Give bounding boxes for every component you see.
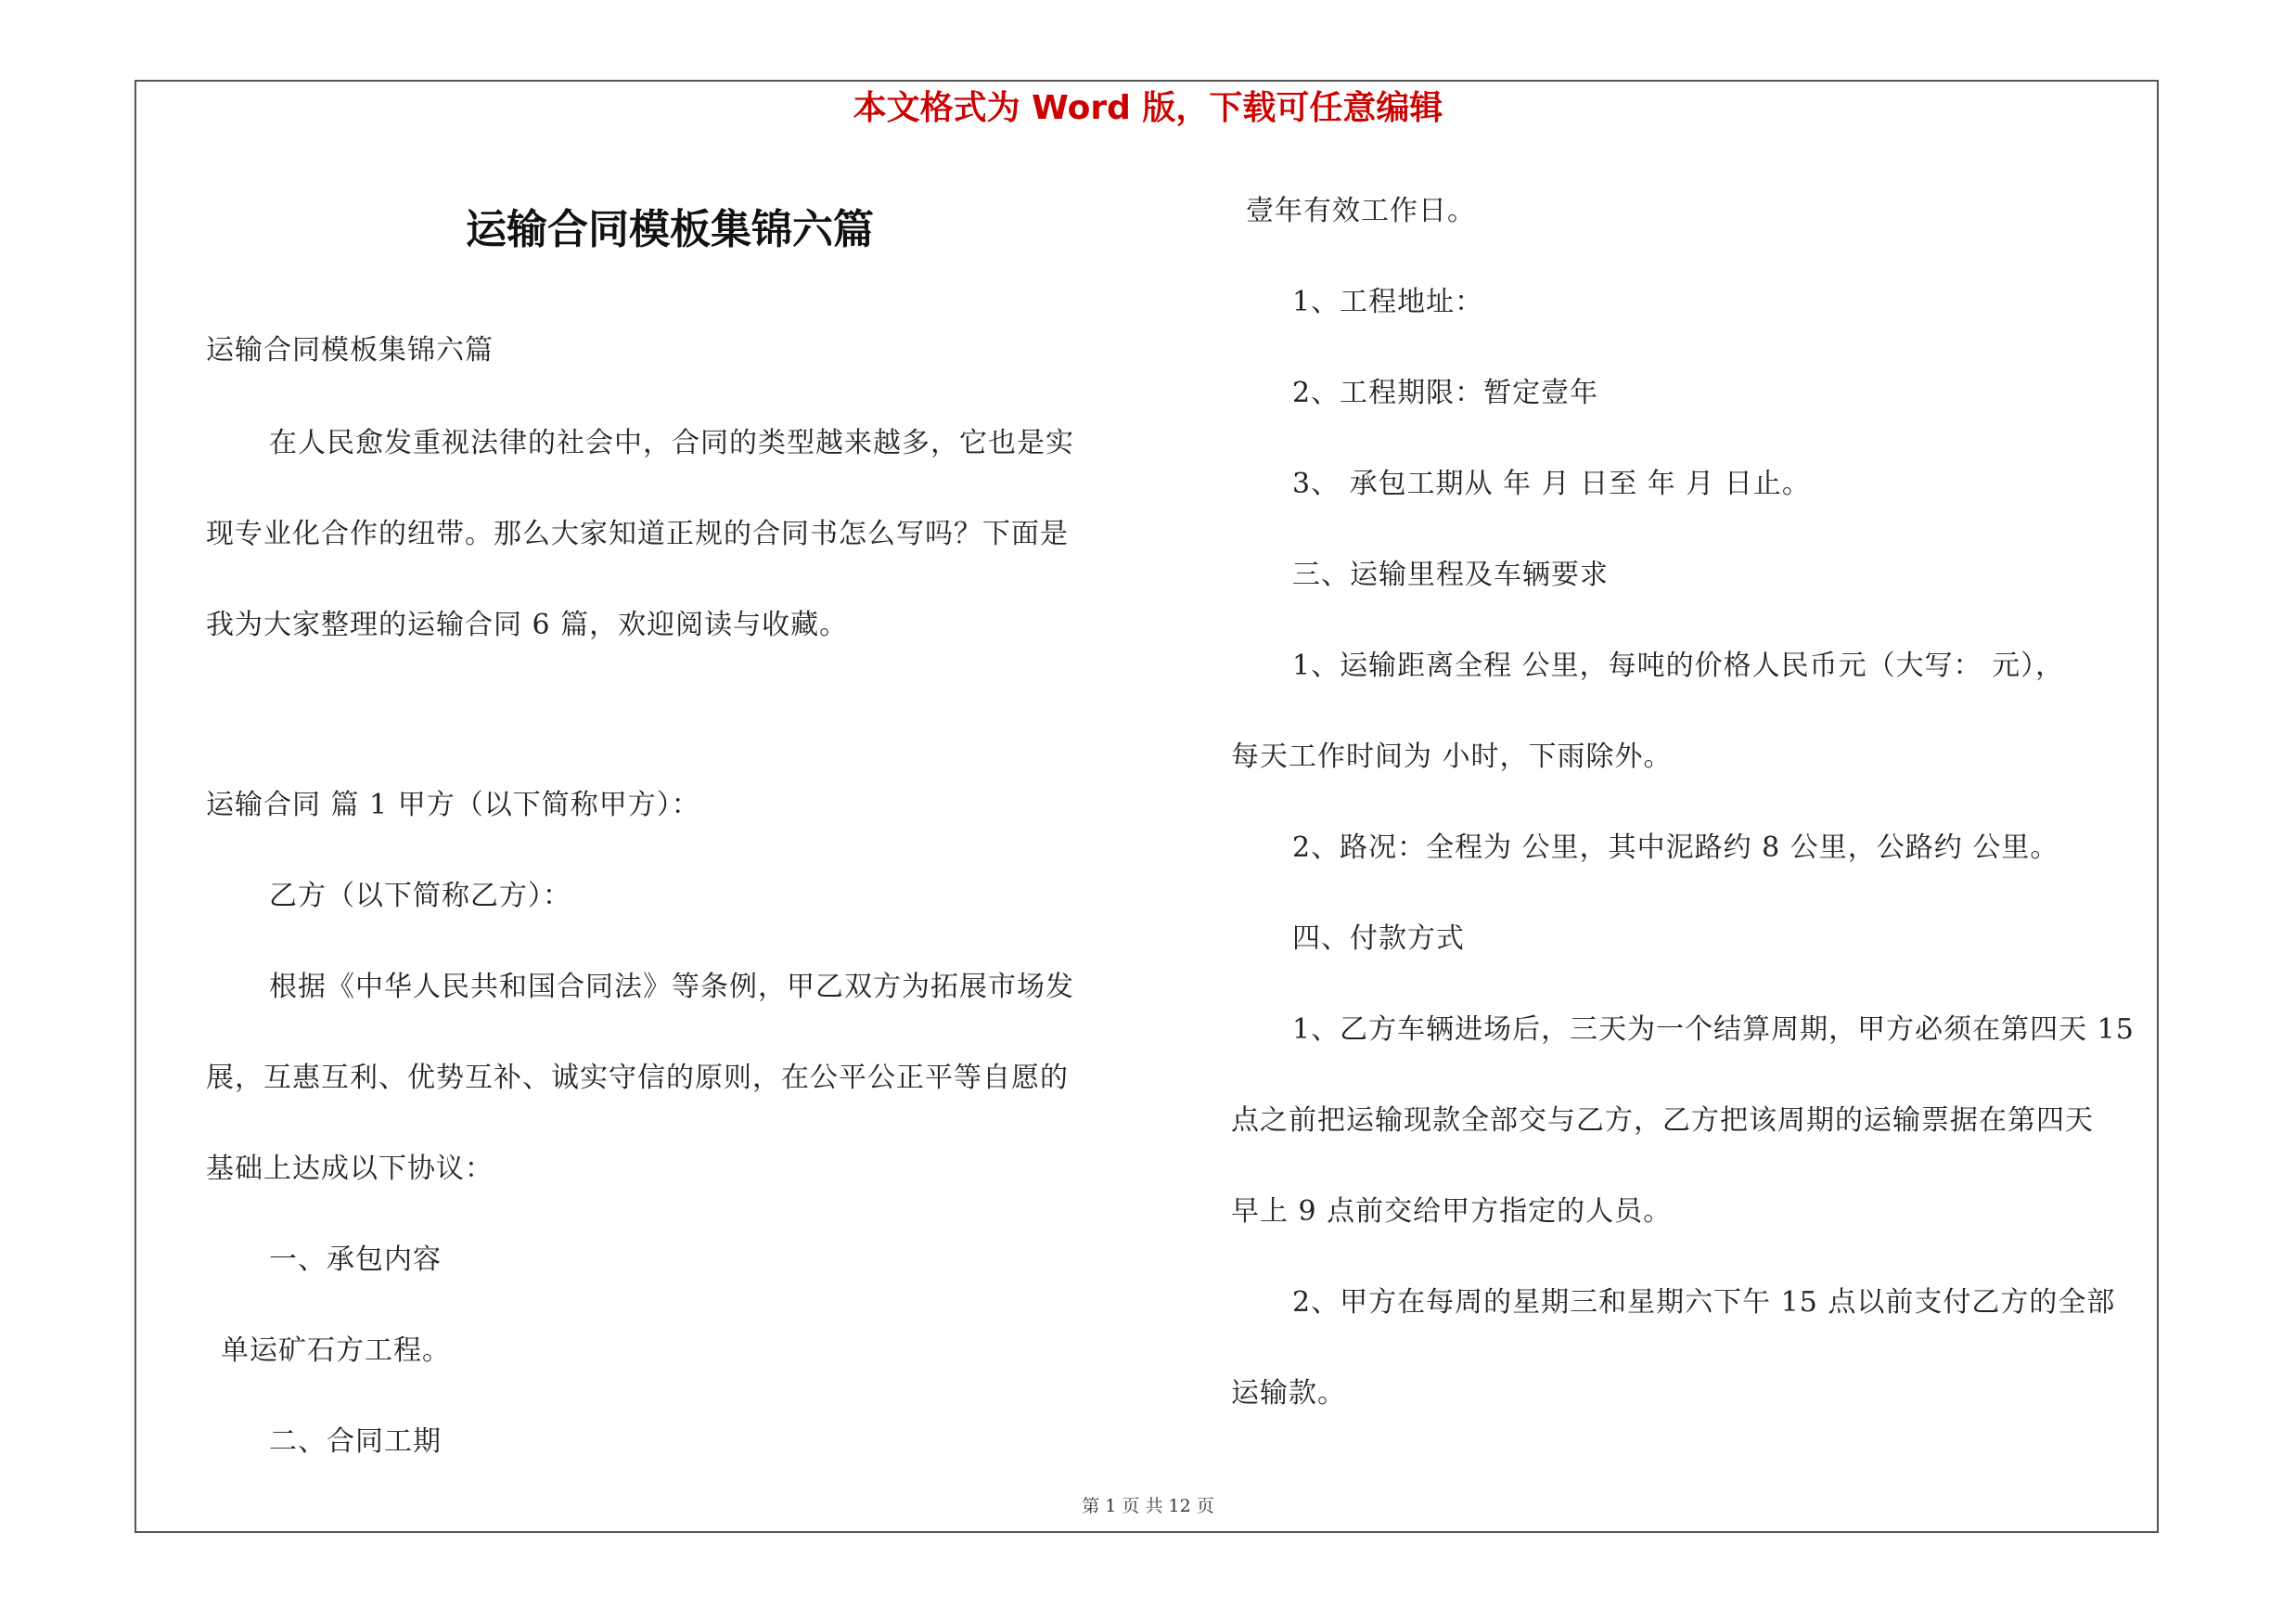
right-line-address: 1、工程地址： bbox=[1292, 286, 1484, 318]
right-line-payment-2: 点之前把运输现款全部交与乙方，乙方把该周期的运输票据在第四天 bbox=[1231, 1104, 2094, 1137]
left-line-basis-1: 根据《中华人民共和国合同法》等条例，甲乙双方为拓展市场发 bbox=[269, 971, 1074, 1003]
left-line-basis-2: 展，互惠互利、优势互补、诚实守信的原则，在公平公正平等自愿的 bbox=[206, 1062, 1069, 1094]
left-line-scope: 单运矿石方工程。 bbox=[221, 1334, 451, 1367]
right-line-workdays: 壹年有效工作日。 bbox=[1246, 195, 1476, 227]
left-line-basis-3: 基础上达成以下协议： bbox=[206, 1153, 494, 1185]
left-line-subtitle: 运输合同模板集锦六篇 bbox=[206, 334, 494, 367]
right-line-section-3: 三、运输里程及车辆要求 bbox=[1292, 559, 1609, 591]
left-line-section-1: 一、承包内容 bbox=[269, 1243, 442, 1276]
right-line-payment-5: 运输款。 bbox=[1231, 1377, 1346, 1410]
right-line-section-4: 四、付款方式 bbox=[1292, 922, 1465, 955]
left-line-party-b: 乙方（以下简称乙方）： bbox=[269, 880, 571, 912]
right-line-period: 3、 承包工期从 年 月 日至 年 月 日止。 bbox=[1292, 468, 1811, 500]
left-line-intro-2: 现专业化合作的纽带。那么大家知道正规的合同书怎么写吗？下面是 bbox=[206, 518, 1069, 550]
left-line-section-2: 二、合同工期 bbox=[269, 1425, 442, 1458]
left-line-contract-1: 运输合同 篇 1 甲方（以下简称甲方）： bbox=[206, 789, 700, 821]
right-line-payment-3: 早上 9 点前交给甲方指定的人员。 bbox=[1231, 1195, 1673, 1228]
right-line-payment-1: 1、乙方车辆进场后，三天为一个结算周期，甲方必须在第四天 15 bbox=[1292, 1013, 2135, 1046]
right-line-road: 2、路况：全程为 公里，其中泥路约 8 公里，公路约 公里。 bbox=[1292, 831, 2059, 864]
word-format-banner: 本文格式为 Word 版，下载可任意编辑 bbox=[853, 89, 1443, 127]
left-line-intro-1: 在人民愈发重视法律的社会中，合同的类型越来越多，它也是实 bbox=[269, 427, 1074, 459]
right-line-distance-2: 每天工作时间为 小时，下雨除外。 bbox=[1231, 741, 1673, 773]
left-line-intro-3: 我为大家整理的运输合同 6 篇，欢迎阅读与收藏。 bbox=[206, 609, 849, 641]
document-title: 运输合同模板集锦六篇 bbox=[466, 206, 874, 253]
right-line-payment-4: 2、甲方在每周的星期三和星期六下午 15 点以前支付乙方的全部 bbox=[1292, 1286, 2116, 1319]
page-number-footer: 第 1 页 共 12 页 bbox=[1082, 1496, 1214, 1516]
right-line-term: 2、工程期限：暂定壹年 bbox=[1292, 377, 1599, 409]
right-line-distance-1: 1、运输距离全程 公里，每吨的价格人民币元（大写： 元）， bbox=[1292, 650, 2065, 682]
